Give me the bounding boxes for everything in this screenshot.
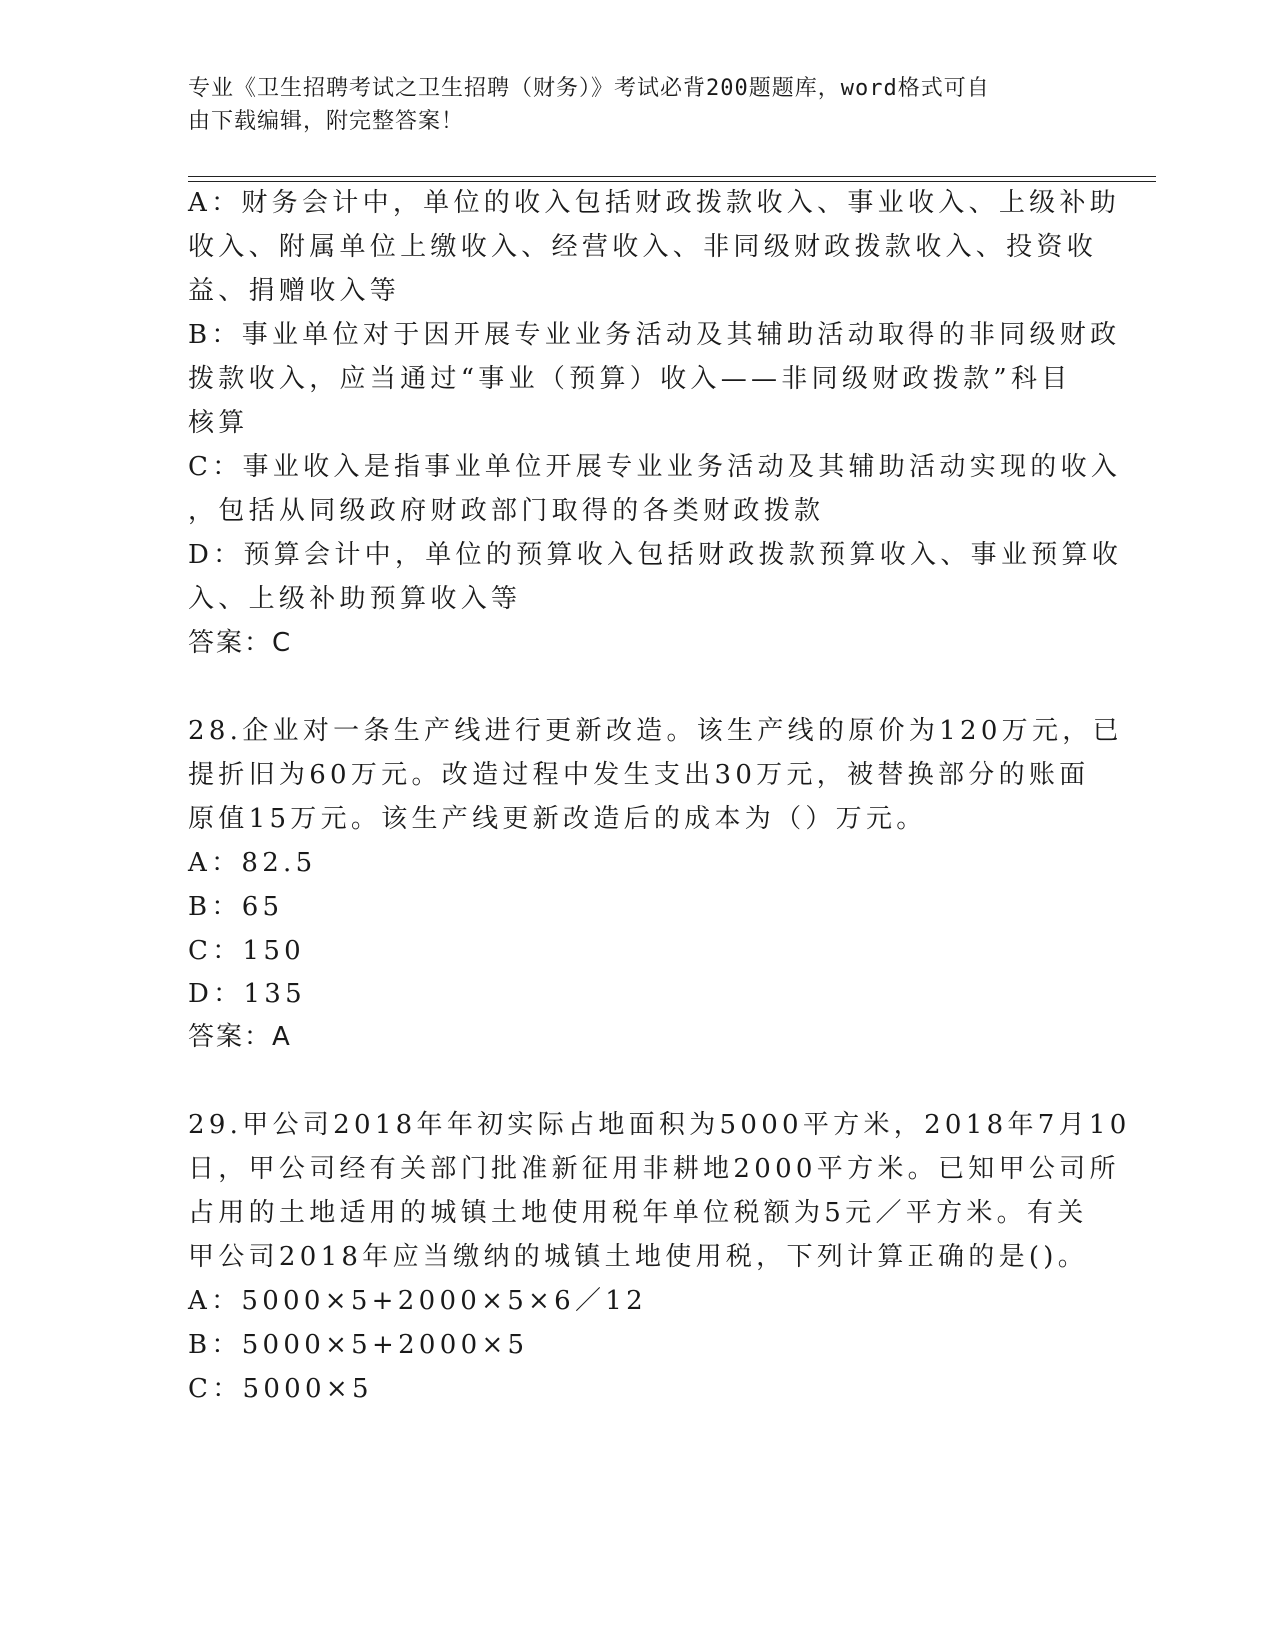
q29-option-b: B：5000×5+2000×5 <box>188 1330 529 1360</box>
q27-option-d-line-1: D：预算会计中，单位的预算收入包括财政拨款预算收入、事业预算收 <box>188 540 1123 570</box>
q29-option-c: C：5000×5 <box>188 1374 373 1404</box>
q27-option-b-line-1: B：事业单位对于因开展专业业务活动及其辅助活动取得的非同级财政 <box>188 320 1121 350</box>
q27-option-d-line-2: 入、上级补助预算收入等 <box>188 584 522 614</box>
q27-option-b-line-2: 拨款收入，应当通过“事业（预算）收入——非同级财政拨款”科目 <box>188 364 1072 394</box>
q27-answer: 答案：C <box>188 628 293 658</box>
q27-option-a-line-3: 益、捐赠收入等 <box>188 276 401 306</box>
header-line-2: 由下载编辑，附完整答案！ <box>188 109 465 134</box>
q27-option-a-line-1: A：财务会计中，单位的收入包括财政拨款收入、事业收入、上级补助 <box>188 188 1121 218</box>
q29-option-a: A：5000×5+2000×5×6／12 <box>188 1286 647 1316</box>
q28-option-b: B：65 <box>188 892 284 922</box>
q27-option-c-line-1: C：事业收入是指事业单位开展专业业务活动及其辅助活动实现的收入 <box>188 452 1122 482</box>
q28-stem-line-3: 原值15万元。该生产线更新改造后的成本为（）万元。 <box>188 804 927 834</box>
q28-option-d: D：135 <box>188 979 306 1009</box>
q28-stem-line-1: 28.企业对一条生产线进行更新改造。该生产线的原价为120万元，已 <box>188 716 1123 746</box>
q29-stem-line-4: 甲公司2018年应当缴纳的城镇土地使用税，下列计算正确的是()。 <box>188 1242 1089 1272</box>
document-header <box>188 72 1068 138</box>
q28-option-a: A：82.5 <box>188 848 317 878</box>
q27-option-b-line-3: 核算 <box>188 408 249 438</box>
header-divider-top <box>188 176 1156 177</box>
header-line-1: 专业《卫生招聘考试之卫生招聘（财务）》考试必背200题题库，word格式可自 <box>188 76 990 101</box>
q27-option-c-line-2: ，包括从同级政府财政部门取得的各类财政拨款 <box>188 496 825 526</box>
q29-stem-line-1: 29.甲公司2018年年初实际占地面积为5000平方米，2018年7月10 <box>188 1110 1131 1140</box>
q28-stem-line-2: 提折旧为60万元。改造过程中发生支出30万元，被替换部分的账面 <box>188 760 1090 790</box>
header-divider-bottom <box>188 181 1156 182</box>
q27-option-a-line-2: 收入、附属单位上缴收入、经营收入、非同级财政拨款收入、投资收 <box>188 232 1098 262</box>
q29-stem-line-2: 日，甲公司经有关部门批准新征用非耕地2000平方米。已知甲公司所 <box>188 1154 1120 1184</box>
q29-stem-line-3: 占用的土地适用的城镇土地使用税年单位税额为5元／平方米。有关 <box>188 1198 1088 1228</box>
q28-option-c: C：150 <box>188 936 306 966</box>
q28-answer: 答案：A <box>188 1022 292 1052</box>
